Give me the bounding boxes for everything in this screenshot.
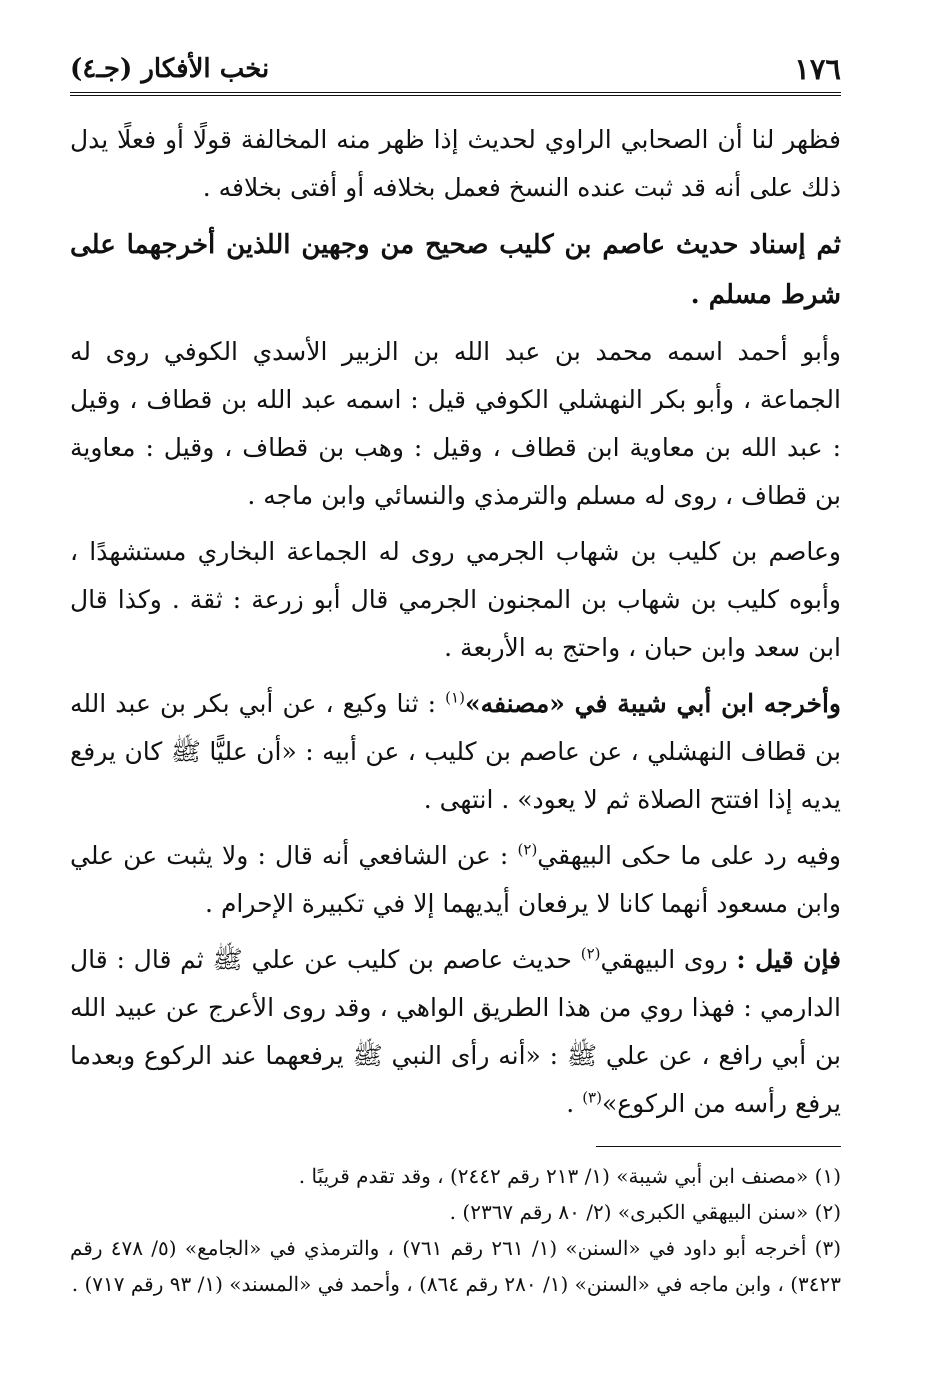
footnote-2: (٢) «سنن البيهقي الكبرى» (٢/ ٨٠ رقم ٢٣٦٧) . [449,1200,841,1224]
paragraph-6-text-b: حديث عاصم بن كليب عن علي ﷺ ثم قال : قال الدارمي : فهذا روي من هذا الطريق الواهي ، وقد روى الأعرج عن عبيد الله بن أبي رافع ، عن علي ﷺ : «أنه رأى النبي ﷺ يرفعهما عند الركوع وبعدما يرفع رأسه من الركوع» [70,945,841,1118]
footnote-3: (٣) أخرجه أبو داود في «السنن» (١/ ٢٦١ رقم ٧٦١) ، والترمذي في «الجامع» (٥/ ٤٧٨ رقم ٣٤٢٣) ، وابن ماجه في «السنن» (١/ ٢٨٠ رقم ٨٦٤) ، وأحمد في «المسند» (١/ ٩٣ رقم ٧١٧) . [70,1236,842,1296]
footnote-ref-1: (١) [445,688,465,707]
footnotes [70,1158,841,1302]
paragraph-4 [70,680,841,824]
paragraph-6-lead: فإن قيل : [736,945,841,974]
paragraph-6 [70,936,841,1128]
paragraph-6-text-c: . [566,1089,583,1118]
page-number: ١٧٦ [794,52,841,86]
main-text [70,116,841,1136]
paragraph-4-text: : ثنا وكيع ، عن أبي بكر بن عبد الله بن قطاف النهشلي ، عن عاصم بن كليب ، عن أبيه : «أن عليًّا ﷺ كان يرفع يديه إذا افتتح الصلاة ثم لا يعود» . انتهى . [70,689,841,814]
footnote-ref-2b: (٢) [580,944,601,963]
footnote-ref-2: (٢) [517,840,538,859]
paragraph-3: وعاصم بن كليب بن شهاب الجرمي روى له الجماعة البخاري مستشهدًا ، وأبوه كليب بن شهاب بن المجنون الجرمي قال أبو زرعة : ثقة . وكذا قال ابن سعد وابن حبان ، واحتج به الأربعة . [70,537,841,662]
paragraph-5-text-a: وفيه رد على ما حكى البيهقي [537,841,841,870]
paragraph-2: وأبو أحمد اسمه محمد بن عبد الله بن الزبير الأسدي الكوفي روى له الجماعة ، وأبو بكر النهشلي الكوفي قيل : اسمه عبد الله بن قطاف ، وقيل : عبد الله بن معاوية ابن قطاف ، وقيل : وهب بن قطاف ، وقيل : معاوية بن قطاف ، روى له مسلم والترمذي والنسائي وابن ماجه . [70,337,841,510]
footnote-divider [596,1146,841,1147]
running-title: نخب الأفكار (جـ٤) [70,54,270,84]
paragraph-6-text-a: روى البيهقي [600,945,737,974]
paragraph-1: فظهر لنا أن الصحابي الراوي لحديث إذا ظهر منه المخالفة قولًا أو فعلًا يدل ذلك على أنه قد ثبت عنده النسخ فعمل بخلافه أو أفتى بخلافه . [70,125,841,202]
paragraph-5-text-b: : عن الشافعي أنه قال : ولا يثبت عن علي وابن مسعود أنهما كانا لا يرفعان أيديهما إلا في تكبيرة الإحرام . [70,841,841,918]
section-heading: ثم إسناد حديث عاصم بن كليب صحيح من وجهين اللذين أخرجهما على شرط مسلم . [70,230,841,310]
footnote-1: (١) «مصنف ابن أبي شيبة» (١/ ٢١٣ رقم ٢٤٤٢) ، وقد تقدم قريبًا . [298,1164,841,1188]
footnote-ref-3: (٣) [582,1088,602,1107]
paragraph-5 [70,832,841,928]
page-header [70,46,841,96]
paragraph-4-lead: وأخرجه ابن أبي شيبة في «مصنفه» [464,689,841,718]
